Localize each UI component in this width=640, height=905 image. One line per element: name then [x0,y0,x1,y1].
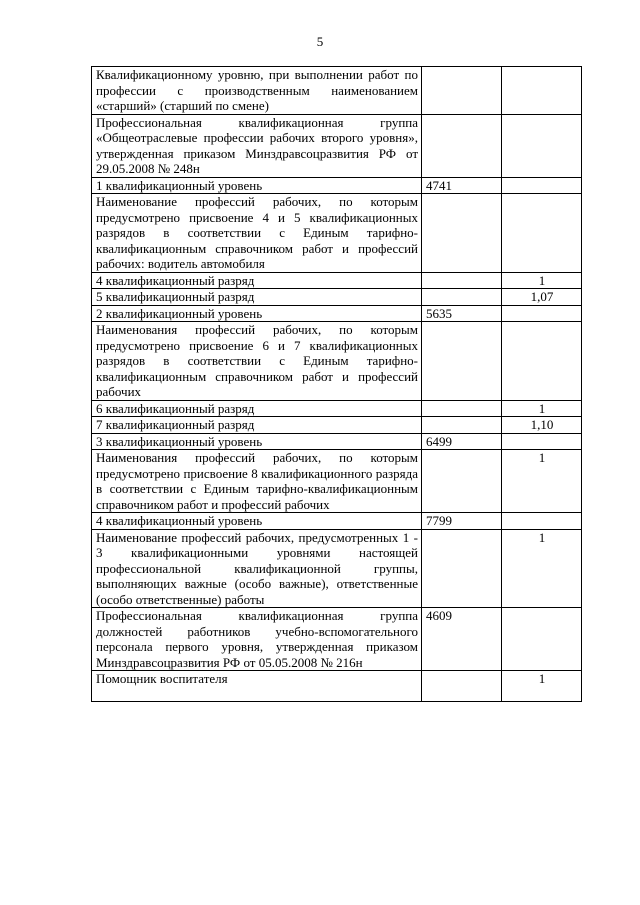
row-salary: 7799 [422,513,502,530]
table-row [92,194,582,273]
row-name: Наименования профессий рабочих, по которым предусмотрено присвоение 8 квалификационного разряда в соответствии с Единым тарифно-квалификационным справочником работ и профессий рабочих [92,450,422,513]
table-row [92,289,582,306]
row-coefficient [502,608,582,671]
row-salary: 4609 [422,608,502,671]
row-coefficient: 1,10 [502,417,582,434]
table-row [92,529,582,608]
row-salary [422,671,502,702]
table-row [92,671,582,702]
row-salary [422,529,502,608]
row-name: 4 квалификационный разряд [92,272,422,289]
row-name: Наименование профессий рабочих, предусмотренных 1 - 3 квалификационными уровнями настоящей профессиональной квалификационной группы, выполняющих важные (особо важные), ответственные (особо ответственные) работы [92,529,422,608]
row-coefficient: 1,07 [502,289,582,306]
table-row [92,417,582,434]
row-coefficient [502,305,582,322]
row-coefficient [502,114,582,177]
row-name: Помощник воспитателя [92,671,422,702]
row-salary [422,417,502,434]
row-coefficient [502,67,582,115]
table-row [92,272,582,289]
row-name: Квалификационному уровню, при выполнении работ по профессии с производственным наименованием «старший» (старший по смене) [92,67,422,115]
row-name: Профессиональная квалификационная группа должностей работников учебно-вспомогательного персонала первого уровня, утвержденная приказом Минздравсоцразвития РФ от 05.05.2008 № 216н [92,608,422,671]
row-coefficient [502,322,582,401]
table-row [92,513,582,530]
row-salary: 4741 [422,177,502,194]
row-salary [422,289,502,306]
table-row [92,67,582,115]
table-row [92,114,582,177]
table-row [92,450,582,513]
row-name: 5 квалификационный разряд [92,289,422,306]
table-row [92,433,582,450]
row-coefficient [502,177,582,194]
row-salary [422,322,502,401]
row-name: Наименование профессий рабочих, по которым предусмотрено присвоение 4 и 5 квалификационных разрядов в соответствии с Единым тарифно-квалификационным справочником работ и профессий рабочих: водитель автомобиля [92,194,422,273]
row-name: Наименования профессий рабочих, по которым предусмотрено присвоение 6 и 7 квалификационных разрядов в соответствии с Единым тарифно-квалификационным справочником работ и профессий рабочих [92,322,422,401]
row-coefficient [502,513,582,530]
row-coefficient: 1 [502,529,582,608]
row-salary [422,194,502,273]
row-name: 4 квалификационный уровень [92,513,422,530]
row-salary [422,400,502,417]
table-row [92,322,582,401]
row-name: 7 квалификационный разряд [92,417,422,434]
row-name: 1 квалификационный уровень [92,177,422,194]
row-salary: 6499 [422,433,502,450]
row-name: 2 квалификационный уровень [92,305,422,322]
row-name: Профессиональная квалификационная группа «Общеотраслевые профессии рабочих второго уровня», утвержденная приказом Минздравсоцразвития РФ от 29.05.2008 № 248н [92,114,422,177]
row-salary [422,114,502,177]
row-coefficient: 1 [502,450,582,513]
row-name: 6 квалификационный разряд [92,400,422,417]
row-coefficient: 1 [502,272,582,289]
table-row [92,305,582,322]
table-row [92,177,582,194]
row-salary [422,67,502,115]
row-name: 3 квалификационный уровень [92,433,422,450]
row-coefficient [502,194,582,273]
row-salary [422,272,502,289]
salary-table [91,66,582,702]
table-row [92,400,582,417]
row-salary: 5635 [422,305,502,322]
row-coefficient: 1 [502,400,582,417]
row-salary [422,450,502,513]
row-coefficient: 1 [502,671,582,702]
table-row [92,608,582,671]
page-number: 5 [316,34,324,49]
row-coefficient [502,433,582,450]
